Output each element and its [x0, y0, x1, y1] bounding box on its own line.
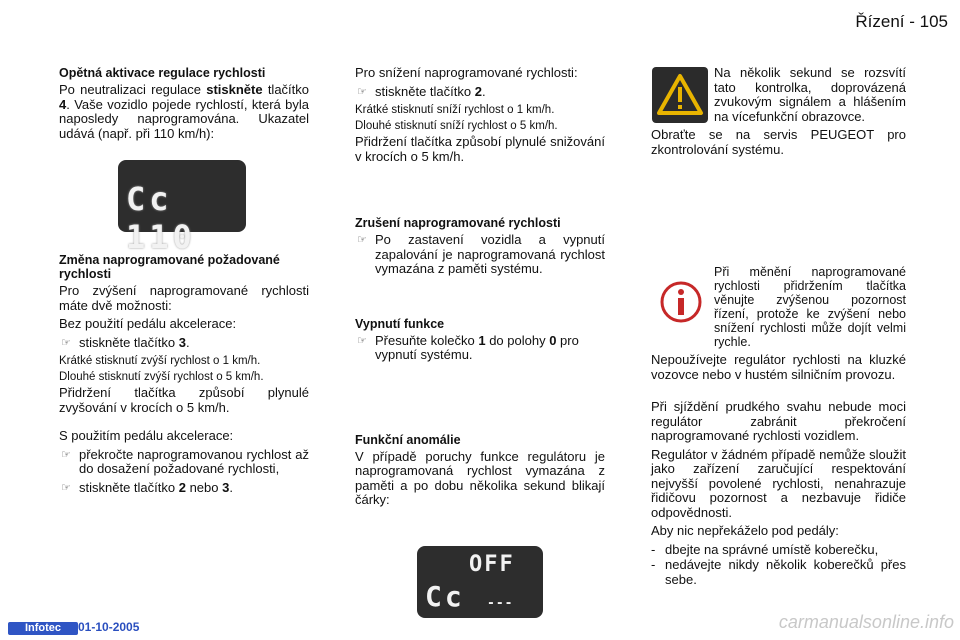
paragraph-service: Obraťte se na servis PEUGEOT pro zkontrolování systému.	[651, 127, 906, 157]
text-fragment: .	[481, 83, 486, 99]
footer-date: 01-10-2005	[78, 620, 140, 634]
pointing-hand-icon: ☞	[357, 334, 367, 347]
paragraph-change-speed: Pro zvýšení naprogramované rychlosti máte dvě možnosti:	[59, 283, 309, 313]
control-number: 0	[549, 332, 557, 348]
column-2	[355, 66, 605, 512]
paragraph-slippery: Nepoužívejte regulátor rychlosti na kluzké vozovce nebo v hustém silničním provozu.	[651, 352, 906, 382]
pointing-hand-icon: ☞	[61, 448, 71, 461]
heading-fault: Funkční anomálie	[355, 432, 461, 447]
paragraph-hold: Přidržení tlačítka způsobí plynulé zvyšování v krocích o 5 km/h.	[59, 385, 309, 415]
heading-cancel: Zrušení naprogramované rychlosti	[355, 216, 561, 230]
pointing-hand-icon: ☞	[357, 234, 367, 246]
text-fragment: stiskněte tlačítko	[79, 479, 179, 495]
text-fragment: nedávejte nikdy několik koberečků přes sebe.	[665, 557, 906, 587]
column-3	[651, 66, 906, 588]
heading-switch-off: Vypnutí funkce	[355, 316, 445, 331]
text-fragment: Po neutralizaci regulace	[59, 82, 207, 97]
paragraph-reactivate	[59, 83, 309, 141]
heading-change-speed: Změna naprogramované požadované rychlosti	[59, 253, 280, 281]
pointing-hand-icon: ☞	[357, 85, 367, 98]
paragraph-warning-light: Na několik sekund se rozsvítí tato kontrolka, doprovázená zvukovým signálem a hlášením na vícefunkční obrazovce.	[714, 65, 906, 124]
lcd-dashes: ---	[487, 596, 514, 611]
infotec-logo: Infotec	[8, 622, 78, 635]
note-long-press: Dlouhé stisknutí zvýší rychlost o 5 km/h.	[59, 371, 264, 383]
control-number: 1	[478, 332, 486, 348]
text-fragment: .	[229, 479, 233, 495]
pointing-hand-icon: ☞	[61, 336, 71, 349]
paragraph-pedals: Aby nic nepřekáželo pod pedály:	[651, 523, 839, 538]
button-number: 3	[222, 479, 230, 495]
list-item	[59, 481, 309, 496]
paragraph-hold: Přidržení tlačítka způsobí plynulé snižování v krocích o 5 km/h.	[355, 134, 605, 164]
text-fragment: . Vaše vozidlo pojede rychlostí, která byla naposledy naprogramována. Ukazatel udává (např. při 110 km/h):	[59, 96, 309, 141]
lcd-off-readout: OFF	[469, 552, 515, 577]
pointing-hand-icon: ☞	[61, 481, 71, 494]
paragraph-with-pedal: S použitím pedálu akcelerace:	[59, 428, 234, 443]
text-bold: stiskněte	[206, 82, 263, 97]
watermark: carmanualsonline.info	[778, 612, 954, 632]
text-fragment: .	[185, 334, 190, 350]
list-item	[355, 233, 605, 277]
lcd-readout: Cc 110	[126, 180, 196, 256]
button-number: 2	[474, 83, 482, 99]
lcd-display-fault	[417, 546, 543, 618]
paragraph-responsibility: Regulátor v žádném případě nemůže sloužit jako zařízení zaručující respektování nejvyšší povolené rychlosti, nenahrazuje řidičovu pozornost a nezbavuje řidiče odpovědnosti.	[651, 446, 906, 520]
heading-reactivate: Opětná aktivace regulace rychlosti	[59, 66, 266, 80]
button-number: 3	[178, 334, 186, 350]
note-short-press: Krátké stisknutí sníží rychlost o 1 km/h.	[355, 104, 555, 116]
text-fragment: do polohy	[485, 332, 550, 348]
text-fragment: překročte naprogramovanou rychlost až do dosažení požadované rychlosti,	[79, 446, 309, 476]
paragraph-without-pedal: Bez použití pedálu akcelerace:	[59, 316, 237, 331]
list-item	[59, 336, 309, 351]
column-1	[59, 66, 309, 499]
lcd-cc-readout: Cc	[425, 580, 465, 613]
note-long-press: Dlouhé stisknutí sníží rychlost o 5 km/h.	[355, 120, 558, 132]
lcd-display-cruise-speed	[118, 160, 246, 256]
note-short-press: Krátké stisknutí zvýší rychlost o 1 km/h.	[59, 355, 261, 367]
paragraph-fault: V případě poruchy funkce regulátoru je naprogramovaná rychlost vymazána z paměti a po dobu několika sekund blikají čárky:	[355, 448, 605, 507]
text-fragment: nebo	[185, 479, 223, 495]
paragraph-info: Při měnění naprogramované rychlosti přidržením tlačítka věnujte zvýšenou pozornost řízení, protože ke zvýšení nebo snížení rychlosti může dojít velmi rychle.	[714, 265, 906, 349]
paragraph-downhill: Při sjíždění prudkého svahu nebude moci regulátor zabránit překročení naprogramované rychlosti vozidlem.	[651, 399, 906, 443]
page-header: Řízení - 105	[855, 12, 948, 31]
button-number: 2	[178, 479, 186, 495]
text-fragment: stiskněte tlačítko	[79, 334, 179, 350]
list-item	[59, 448, 309, 477]
text-fragment: Přesuňte kolečko	[375, 332, 479, 348]
list-item	[355, 85, 605, 100]
list-item: - dbejte na správné umístě koberečku,	[651, 541, 879, 557]
paragraph-decrease: Pro snížení naprogramované rychlosti:	[355, 65, 578, 80]
text-fragment: dbejte na správné umístě koberečku,	[665, 541, 879, 557]
text-fragment: stiskněte tlačítko	[375, 83, 475, 99]
text-fragment: Po zastavení vozidla a vypnutí zapalování je naprogramovaná rychlost vymazána z paměti systému.	[375, 232, 605, 276]
button-number: 4	[59, 96, 67, 112]
list-item	[355, 334, 605, 363]
text-fragment: tlačítko	[262, 82, 310, 97]
text-fragment: pro vypnutí systému.	[375, 332, 579, 362]
list-item: - nedávejte nikdy několik koberečků přes sebe.	[651, 557, 906, 587]
